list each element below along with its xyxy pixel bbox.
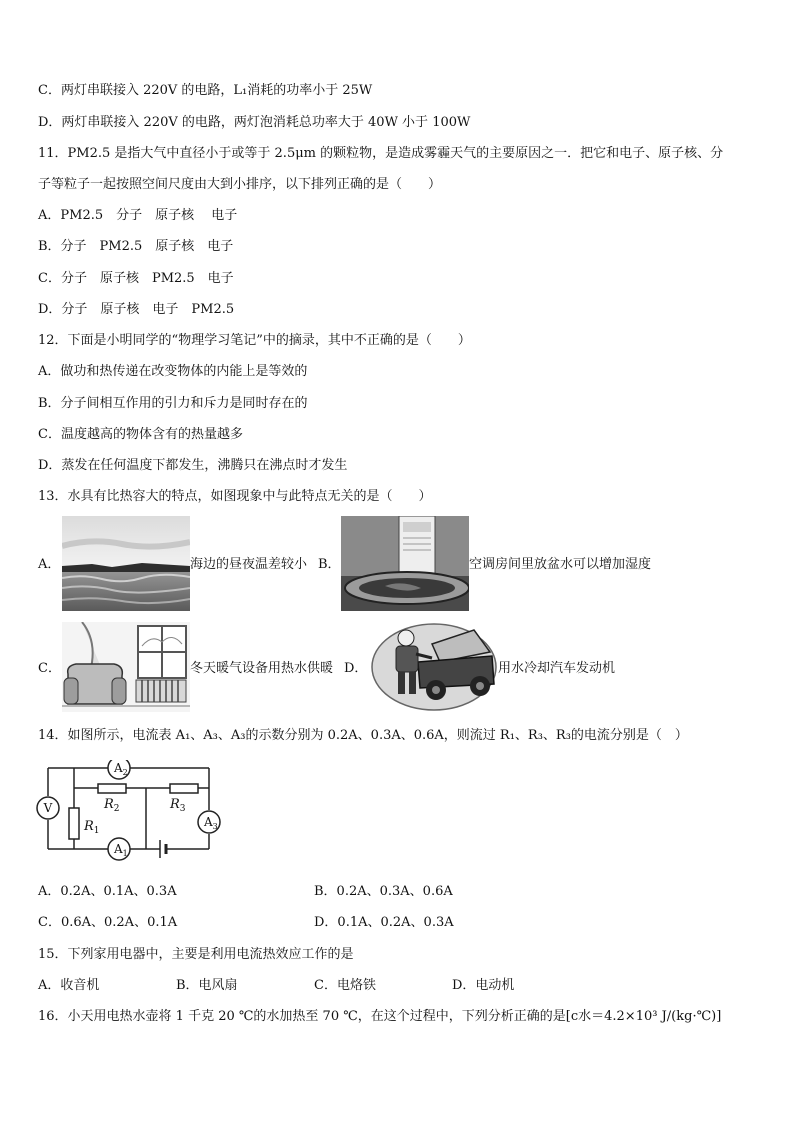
resistor-r2 (98, 784, 126, 793)
q15-stem: 15．下列家用电器中，主要是利用电流热效应工作的是 (38, 947, 354, 962)
q11-stem-line2: 子等粒子一起按照空间尺度由大到小排序，以下排列正确的是（ ） (38, 177, 442, 192)
q14-option-a: A．0.2A、0.1A、0.3A (38, 884, 177, 899)
air-conditioner-photo (341, 516, 469, 611)
q13-stem: 13．水具有比热容大的特点，如图现象中与此特点无关的是（ ） (38, 489, 432, 504)
q11-option-d: D．分子 原子核 电子 PM2.5 (38, 302, 235, 317)
q13-option-c-text: 冬天暖气设备用热水供暖 (190, 661, 334, 676)
car-engine-illustration (370, 622, 498, 712)
circuit-diagram (34, 760, 224, 870)
q11-option-b: B．分子 PM2.5 原子核 电子 (38, 239, 234, 254)
resistor-r1 (69, 808, 79, 839)
q16-stem: 16．小天用电热水壶将 1 千克 20 ℃的水加热至 70 ℃，在这个过程中，下列分析正确的是[c水＝4.2×10³ J/(kg·℃)] (38, 1009, 722, 1024)
q13-option-b-text: 空调房间里放盆水可以增加湿度 (469, 557, 652, 572)
r3-label: $R_3$ (170, 797, 186, 814)
q14-stem: 14．如图所示，电流表 A₁、A₃、A₃的示数分别为 0.2A、0.3A、0.6A，则流过 R₁、R₃、R₃的电流分别是（ ） (38, 728, 688, 743)
q15-option-b: B．电风扇 (176, 978, 238, 993)
q13-option-c-label: C． (38, 661, 61, 676)
q11-option-c: C．分子 原子核 PM2.5 电子 (38, 271, 234, 286)
q11-option-a: A．PM2.5 分子 原子核 电子 (38, 208, 238, 223)
q14-option-c: C．0.6A、0.2A、0.1A (38, 915, 178, 930)
q14-option-b: B．0.2A、0.3A、0.6A (314, 884, 453, 899)
radiator-room-illustration (62, 622, 190, 712)
q10-option-d: D．两灯串联接入 220V 的电路，两灯泡消耗总功率大于 40W 小于 100W (38, 115, 471, 130)
r1-label: $R_1$ (84, 819, 100, 836)
resistor-r3 (170, 784, 198, 793)
q11-stem-line1: 11．PM2.5 是指大气中直径小于或等于 2.5μm 的颗粒物，是造成雾霾天气的主要原因之一．把它和电子、原子核、分 (38, 146, 724, 161)
q13-option-a-text: 海边的昼夜温差较小 (190, 557, 308, 572)
q15-option-c: C．电烙铁 (314, 978, 376, 993)
q15-option-a: A．收音机 (38, 978, 100, 993)
voltmeter-label: V (43, 801, 53, 815)
seaside-photo (62, 516, 190, 611)
r2-label: $R_2$ (104, 797, 120, 814)
q12-option-b: B．分子间相互作用的引力和斥力是同时存在的 (38, 396, 308, 411)
q13-option-d-label: D． (344, 661, 368, 676)
q15-option-d: D．电动机 (452, 978, 515, 993)
q12-option-a: A．做功和热传递在改变物体的内能上是等效的 (38, 364, 308, 379)
q13-option-a-label: A． (38, 557, 61, 572)
q14-option-d: D．0.1A、0.2A、0.3A (314, 915, 454, 930)
q12-stem: 12．下面是小明同学的“物理学习笔记”中的摘录，其中不正确的是（ ） (38, 333, 471, 348)
q12-option-c: C．温度越高的物体含有的热量越多 (38, 427, 243, 442)
ammeter-a1-label: $A_1$ (114, 842, 128, 858)
q10-option-c: C．两灯串联接入 220V 的电路，L₁消耗的功率小于 25W (38, 83, 373, 98)
ammeter-a3-label: $A_3$ (204, 815, 218, 831)
q13-option-d-text: 用水冷却汽车发动机 (498, 661, 616, 676)
q13-option-b-label: B． (318, 557, 341, 572)
q12-option-d: D．蒸发在任何温度下都发生，沸腾只在沸点时才发生 (38, 458, 348, 473)
ammeter-a2-label: $A_2$ (114, 761, 128, 777)
